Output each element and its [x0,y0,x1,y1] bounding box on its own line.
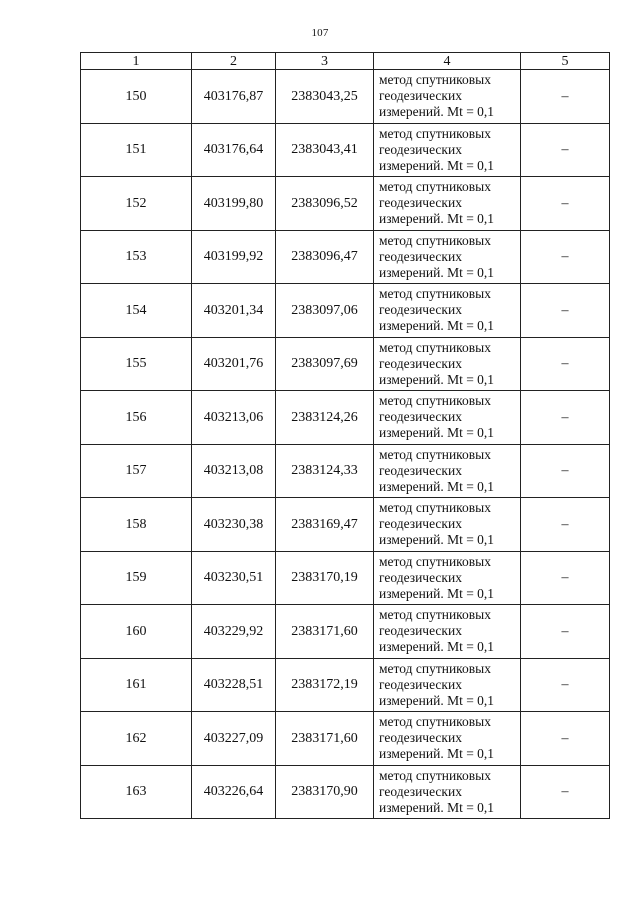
method-cell [374,444,521,498]
method-line: метод спутниковых [379,607,491,623]
point-number-cell: 154 [81,284,192,338]
y-coordinate-cell: 2383097,06 [276,284,374,338]
column-header-3: 3 [276,53,374,70]
x-coordinate-cell: 403213,08 [192,444,276,498]
method-cell [374,498,521,552]
table-row [81,551,610,605]
method-line: геодезических [379,248,462,264]
method-line: метод спутниковых [379,339,491,355]
x-coordinate-cell: 403213,06 [192,391,276,445]
method-line: измерений. Mt = 0,1 [379,211,495,227]
method-line: метод спутниковых [379,72,491,88]
table-row [81,337,610,391]
point-number-cell: 153 [81,230,192,284]
x-coordinate-cell: 403227,09 [192,712,276,766]
method-cell [374,765,521,819]
method-cell [374,605,521,659]
point-number-cell: 163 [81,765,192,819]
point-number-cell: 159 [81,551,192,605]
x-coordinate-cell: 403230,51 [192,551,276,605]
x-coordinate-cell: 403226,64 [192,765,276,819]
method-line: измерений. Mt = 0,1 [379,478,495,494]
method-line: геодезических [379,141,462,157]
method-line: метод спутниковых [379,660,491,676]
x-coordinate-cell: 403230,38 [192,498,276,552]
table-row [81,391,610,445]
method-line: измерений. Mt = 0,1 [379,425,495,441]
method-line: измерений. Mt = 0,1 [379,799,495,815]
method-line: геодезических [379,302,462,318]
table-row [81,444,610,498]
method-line: метод спутниковых [379,446,491,462]
method-line: геодезических [379,88,462,104]
method-cell [374,70,521,124]
x-coordinate-cell: 403176,87 [192,70,276,124]
table-body [81,70,610,819]
y-coordinate-cell: 2383171,60 [276,712,374,766]
note-cell: – [521,230,610,284]
method-cell [374,551,521,605]
method-line: геодезических [379,355,462,371]
y-coordinate-cell: 2383172,19 [276,658,374,712]
column-header-4: 4 [374,53,521,70]
method-line: геодезических [379,623,462,639]
column-header-1: 1 [81,53,192,70]
method-cell [374,658,521,712]
method-line: геодезических [379,676,462,692]
point-number-cell: 161 [81,658,192,712]
point-number-cell: 152 [81,177,192,231]
y-coordinate-cell: 2383043,25 [276,70,374,124]
method-line: метод спутниковых [379,393,491,409]
method-line: измерений. Mt = 0,1 [379,532,495,548]
note-cell: – [521,123,610,177]
method-line: измерений. Mt = 0,1 [379,692,495,708]
note-cell: – [521,391,610,445]
page-number: 107 [311,27,329,39]
method-line: измерений. Mt = 0,1 [379,585,495,601]
x-coordinate-cell: 403228,51 [192,658,276,712]
table-header-row [81,53,610,70]
y-coordinate-cell: 2383170,19 [276,551,374,605]
y-coordinate-cell: 2383124,26 [276,391,374,445]
method-line: измерений. Mt = 0,1 [379,639,495,655]
method-line: измерений. Mt = 0,1 [379,264,495,280]
method-line: геодезических [379,516,462,532]
method-line: измерений. Mt = 0,1 [379,371,495,387]
method-line: метод спутниковых [379,500,491,516]
method-line: измерений. Mt = 0,1 [379,318,495,334]
method-line: метод спутниковых [379,125,491,141]
point-number-cell: 160 [81,605,192,659]
y-coordinate-cell: 2383171,60 [276,605,374,659]
point-number-cell: 151 [81,123,192,177]
column-header-5: 5 [521,53,610,70]
method-line: измерений. Mt = 0,1 [379,104,495,120]
table-row [81,123,610,177]
note-cell: – [521,658,610,712]
table-row [81,605,610,659]
y-coordinate-cell: 2383096,52 [276,177,374,231]
note-cell: – [521,337,610,391]
point-number-cell: 162 [81,712,192,766]
note-cell: – [521,444,610,498]
method-line: метод спутниковых [379,767,491,783]
table-row [81,230,610,284]
y-coordinate-cell: 2383170,90 [276,765,374,819]
method-cell [374,230,521,284]
y-coordinate-cell: 2383169,47 [276,498,374,552]
note-cell: – [521,498,610,552]
method-line: метод спутниковых [379,286,491,302]
coordinates-table [80,52,610,819]
point-number-cell: 150 [81,70,192,124]
method-cell [374,391,521,445]
method-cell [374,337,521,391]
table-row [81,177,610,231]
method-line: геодезических [379,462,462,478]
column-header-2: 2 [192,53,276,70]
table-row [81,712,610,766]
x-coordinate-cell: 403229,92 [192,605,276,659]
point-number-cell: 157 [81,444,192,498]
x-coordinate-cell: 403199,92 [192,230,276,284]
y-coordinate-cell: 2383096,47 [276,230,374,284]
method-line: метод спутниковых [379,232,491,248]
method-line: метод спутниковых [379,179,491,195]
method-line: метод спутниковых [379,714,491,730]
x-coordinate-cell: 403201,76 [192,337,276,391]
note-cell: – [521,765,610,819]
table-row [81,70,610,124]
point-number-cell: 158 [81,498,192,552]
method-line: измерений. Mt = 0,1 [379,157,495,173]
method-line: геодезических [379,195,462,211]
method-cell [374,712,521,766]
y-coordinate-cell: 2383097,69 [276,337,374,391]
note-cell: – [521,551,610,605]
x-coordinate-cell: 403201,34 [192,284,276,338]
y-coordinate-cell: 2383043,41 [276,123,374,177]
table-row [81,498,610,552]
method-cell [374,123,521,177]
method-cell [374,284,521,338]
method-line: геодезических [379,569,462,585]
table-row [81,765,610,819]
x-coordinate-cell: 403199,80 [192,177,276,231]
method-line: геодезических [379,730,462,746]
point-number-cell: 155 [81,337,192,391]
table-row [81,284,610,338]
x-coordinate-cell: 403176,64 [192,123,276,177]
table-row [81,658,610,712]
method-line: метод спутниковых [379,553,491,569]
note-cell: – [521,284,610,338]
method-line: геодезических [379,409,462,425]
y-coordinate-cell: 2383124,33 [276,444,374,498]
method-line: измерений. Mt = 0,1 [379,746,495,762]
note-cell: – [521,605,610,659]
point-number-cell: 156 [81,391,192,445]
note-cell: – [521,177,610,231]
method-cell [374,177,521,231]
note-cell: – [521,712,610,766]
method-line: геодезических [379,783,462,799]
note-cell: – [521,70,610,124]
